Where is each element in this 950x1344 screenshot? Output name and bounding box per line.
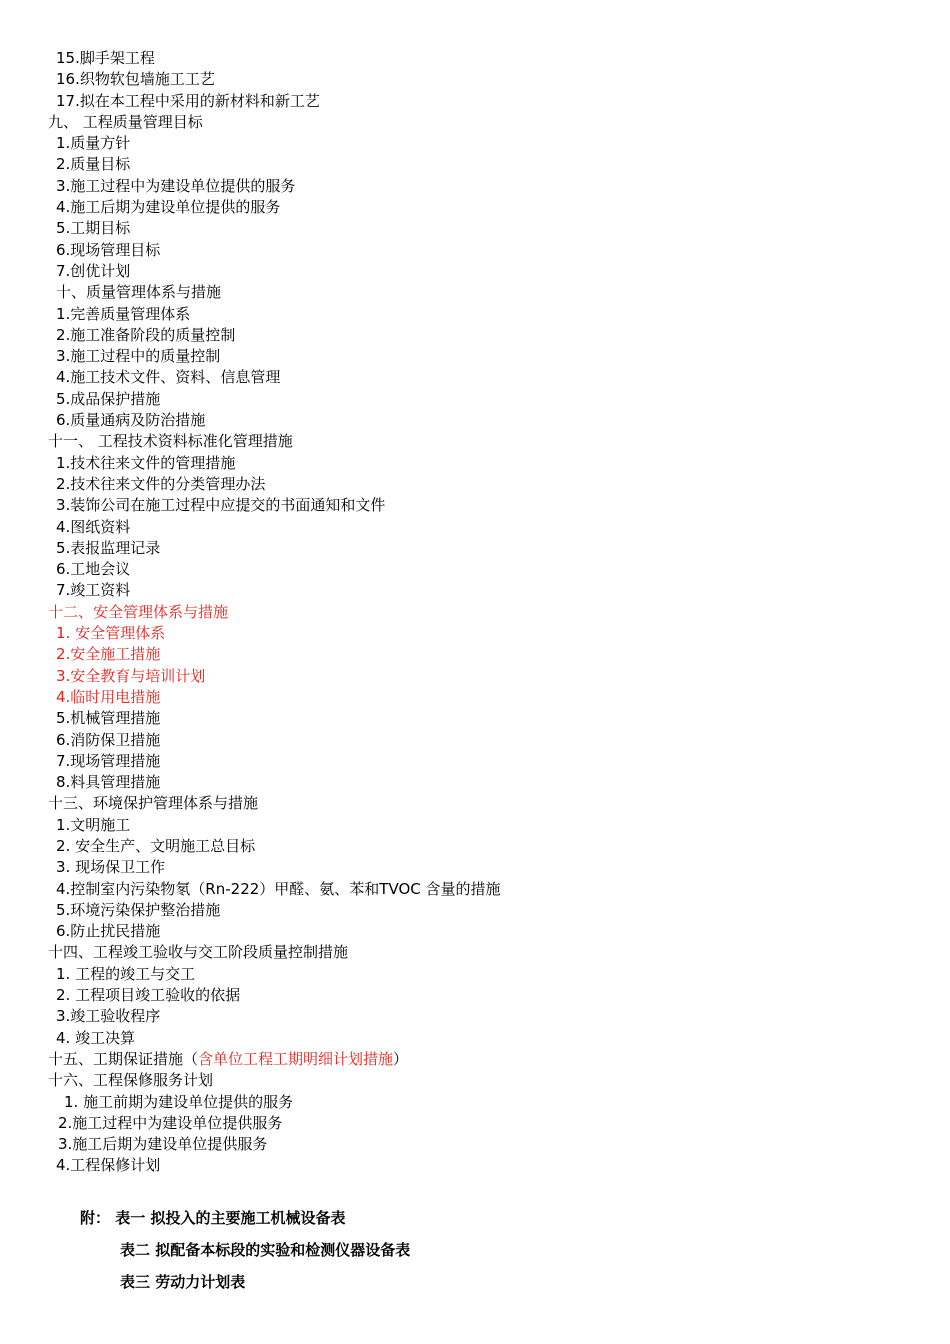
toc-item [48, 900, 908, 921]
toc-heading [48, 1070, 908, 1091]
toc-item [48, 666, 908, 687]
toc-text: 十三、环境保护管理体系与措施 [48, 794, 259, 813]
appendix-item: 表二 拟配备本标段的实验和检测仪器设备表 [120, 1241, 411, 1259]
toc-text: 十五、工期保证措施（ [48, 1049, 199, 1068]
toc-item [48, 1134, 908, 1155]
toc-item [48, 389, 908, 410]
toc-text: 17.拟在本工程中采用的新材料和新工艺 [56, 91, 320, 110]
toc-text: 2.施工准备阶段的质量控制 [56, 325, 236, 344]
toc-text: 1.质量方针 [56, 134, 131, 153]
toc-item [48, 91, 908, 112]
toc-item [48, 559, 908, 580]
toc-item [48, 495, 908, 516]
appendix-item: 附： 表一 拟投入的主要施工机械设备表 [80, 1209, 346, 1227]
toc-text: 3.竣工验收程序 [56, 1007, 161, 1026]
toc-text: 十六、工程保修服务计划 [48, 1071, 214, 1090]
toc-text: 1. 工程的竣工与交工 [56, 964, 196, 983]
toc-text: 3.安全教育与培训计划 [56, 666, 206, 685]
toc-text: 5.环境污染保护整治措施 [56, 900, 221, 919]
toc-text: 7.现场管理措施 [56, 751, 161, 770]
toc-item [48, 240, 908, 261]
toc-item [48, 964, 908, 985]
toc-item [48, 197, 908, 218]
toc-item [48, 218, 908, 239]
toc-heading [48, 602, 908, 623]
appendix-item: 表三 劳动力计划表 [120, 1273, 246, 1291]
toc-text: 6.现场管理目标 [56, 240, 161, 259]
toc-text: 2.施工过程中为建设单位提供服务 [58, 1113, 283, 1132]
toc-text: 7.创优计划 [56, 261, 131, 280]
toc-item [48, 69, 908, 90]
toc-item [48, 1155, 908, 1176]
toc-item [48, 921, 908, 942]
toc-text: 16.织物软包墙施工工艺 [56, 70, 215, 89]
toc-item [48, 1006, 908, 1027]
toc-text: 1.技术往来文件的管理措施 [56, 453, 236, 472]
toc-text: 3.装饰公司在施工过程中应提交的书面通知和文件 [56, 496, 386, 515]
toc-item [48, 282, 908, 303]
toc-item [48, 517, 908, 538]
toc-item [48, 687, 908, 708]
toc-text: 十一、 工程技术资料标准化管理措施 [48, 432, 293, 451]
toc-text: 2.技术往来文件的分类管理办法 [56, 474, 266, 493]
toc-text: 8.料具管理措施 [56, 773, 161, 792]
toc-item [48, 154, 908, 175]
toc-text: 十二、安全管理体系与措施 [48, 602, 229, 621]
toc-text: 2. 安全生产、文明施工总目标 [56, 836, 256, 855]
toc-item [48, 644, 908, 665]
toc-heading [48, 942, 908, 963]
appendix-tables [80, 1206, 880, 1302]
toc-item [48, 772, 908, 793]
toc-text: 2. 工程项目竣工验收的依据 [56, 986, 241, 1005]
toc-item [48, 133, 908, 154]
toc-item [48, 367, 908, 388]
toc-text: 6.防止扰民措施 [56, 922, 161, 941]
toc-text: 3. 现场保卫工作 [56, 858, 166, 877]
toc-item [48, 708, 908, 729]
toc-text: 十四、工程竣工验收与交工阶段质量控制措施 [48, 943, 349, 962]
toc-item [48, 453, 908, 474]
toc-heading [48, 431, 908, 452]
toc-heading [48, 112, 908, 133]
toc-text: 4. 竣工决算 [56, 1028, 136, 1047]
toc-item [48, 1092, 908, 1113]
toc-item [48, 48, 908, 69]
toc-item [48, 325, 908, 346]
toc-text: 1. 安全管理体系 [56, 624, 166, 643]
toc-item [48, 879, 908, 900]
toc-item [48, 836, 908, 857]
toc-text: 含单位工程工期明细计划措施 [198, 1049, 394, 1068]
toc-item [48, 261, 908, 282]
toc-text: 5.表报监理记录 [56, 538, 161, 557]
toc-item [48, 346, 908, 367]
toc-text: 九、 工程质量管理目标 [48, 112, 203, 131]
toc-item [48, 1028, 908, 1049]
toc-text: 3.施工过程中为建设单位提供的服务 [56, 176, 296, 195]
toc-text: 6.工地会议 [56, 560, 131, 579]
toc-text: 4.施工技术文件、资料、信息管理 [56, 368, 281, 387]
toc-item [48, 857, 908, 878]
toc-item [48, 474, 908, 495]
toc-item [48, 815, 908, 836]
toc-item [48, 751, 908, 772]
toc-text: 3.施工过程中的质量控制 [56, 347, 221, 366]
toc-item [48, 730, 908, 751]
toc-text: 3.施工后期为建设单位提供服务 [58, 1135, 268, 1154]
toc-item [48, 538, 908, 559]
toc-item [48, 580, 908, 601]
toc-text: 5.成品保护措施 [56, 389, 161, 408]
toc-item [48, 985, 908, 1006]
toc-text: 6.消防保卫措施 [56, 730, 161, 749]
toc-text: 5.机械管理措施 [56, 709, 161, 728]
toc-text: 4.施工后期为建设单位提供的服务 [56, 198, 281, 217]
toc-text: 7.竣工资料 [56, 581, 131, 600]
toc-text: 4.图纸资料 [56, 517, 131, 536]
toc-text: 4.临时用电措施 [56, 687, 161, 706]
toc-text: 6.质量通病及防治措施 [56, 411, 206, 430]
toc-item [48, 1113, 908, 1134]
table-of-contents [48, 48, 908, 1177]
toc-text: 15.脚手架工程 [56, 49, 155, 67]
toc-item [48, 176, 908, 197]
toc-text: 2.质量目标 [56, 155, 131, 174]
toc-text: ） [393, 1049, 409, 1068]
toc-text: 1. 施工前期为建设单位提供的服务 [64, 1092, 294, 1111]
toc-heading [48, 793, 908, 814]
toc-item [48, 410, 908, 431]
toc-text: 十、质量管理体系与措施 [56, 283, 222, 302]
toc-text: 4.工程保修计划 [56, 1156, 161, 1175]
toc-text: 1.完善质量管理体系 [56, 304, 191, 323]
toc-heading [48, 1049, 908, 1070]
toc-item [48, 304, 908, 325]
toc-item [48, 623, 908, 644]
toc-text: 4.控制室内污染物氡（Rn-222）甲醛、氨、苯和TVOC 含量的措施 [56, 879, 501, 898]
toc-text: 2.安全施工措施 [56, 645, 161, 664]
toc-text: 5.工期目标 [56, 219, 131, 238]
toc-text: 1.文明施工 [56, 815, 131, 834]
